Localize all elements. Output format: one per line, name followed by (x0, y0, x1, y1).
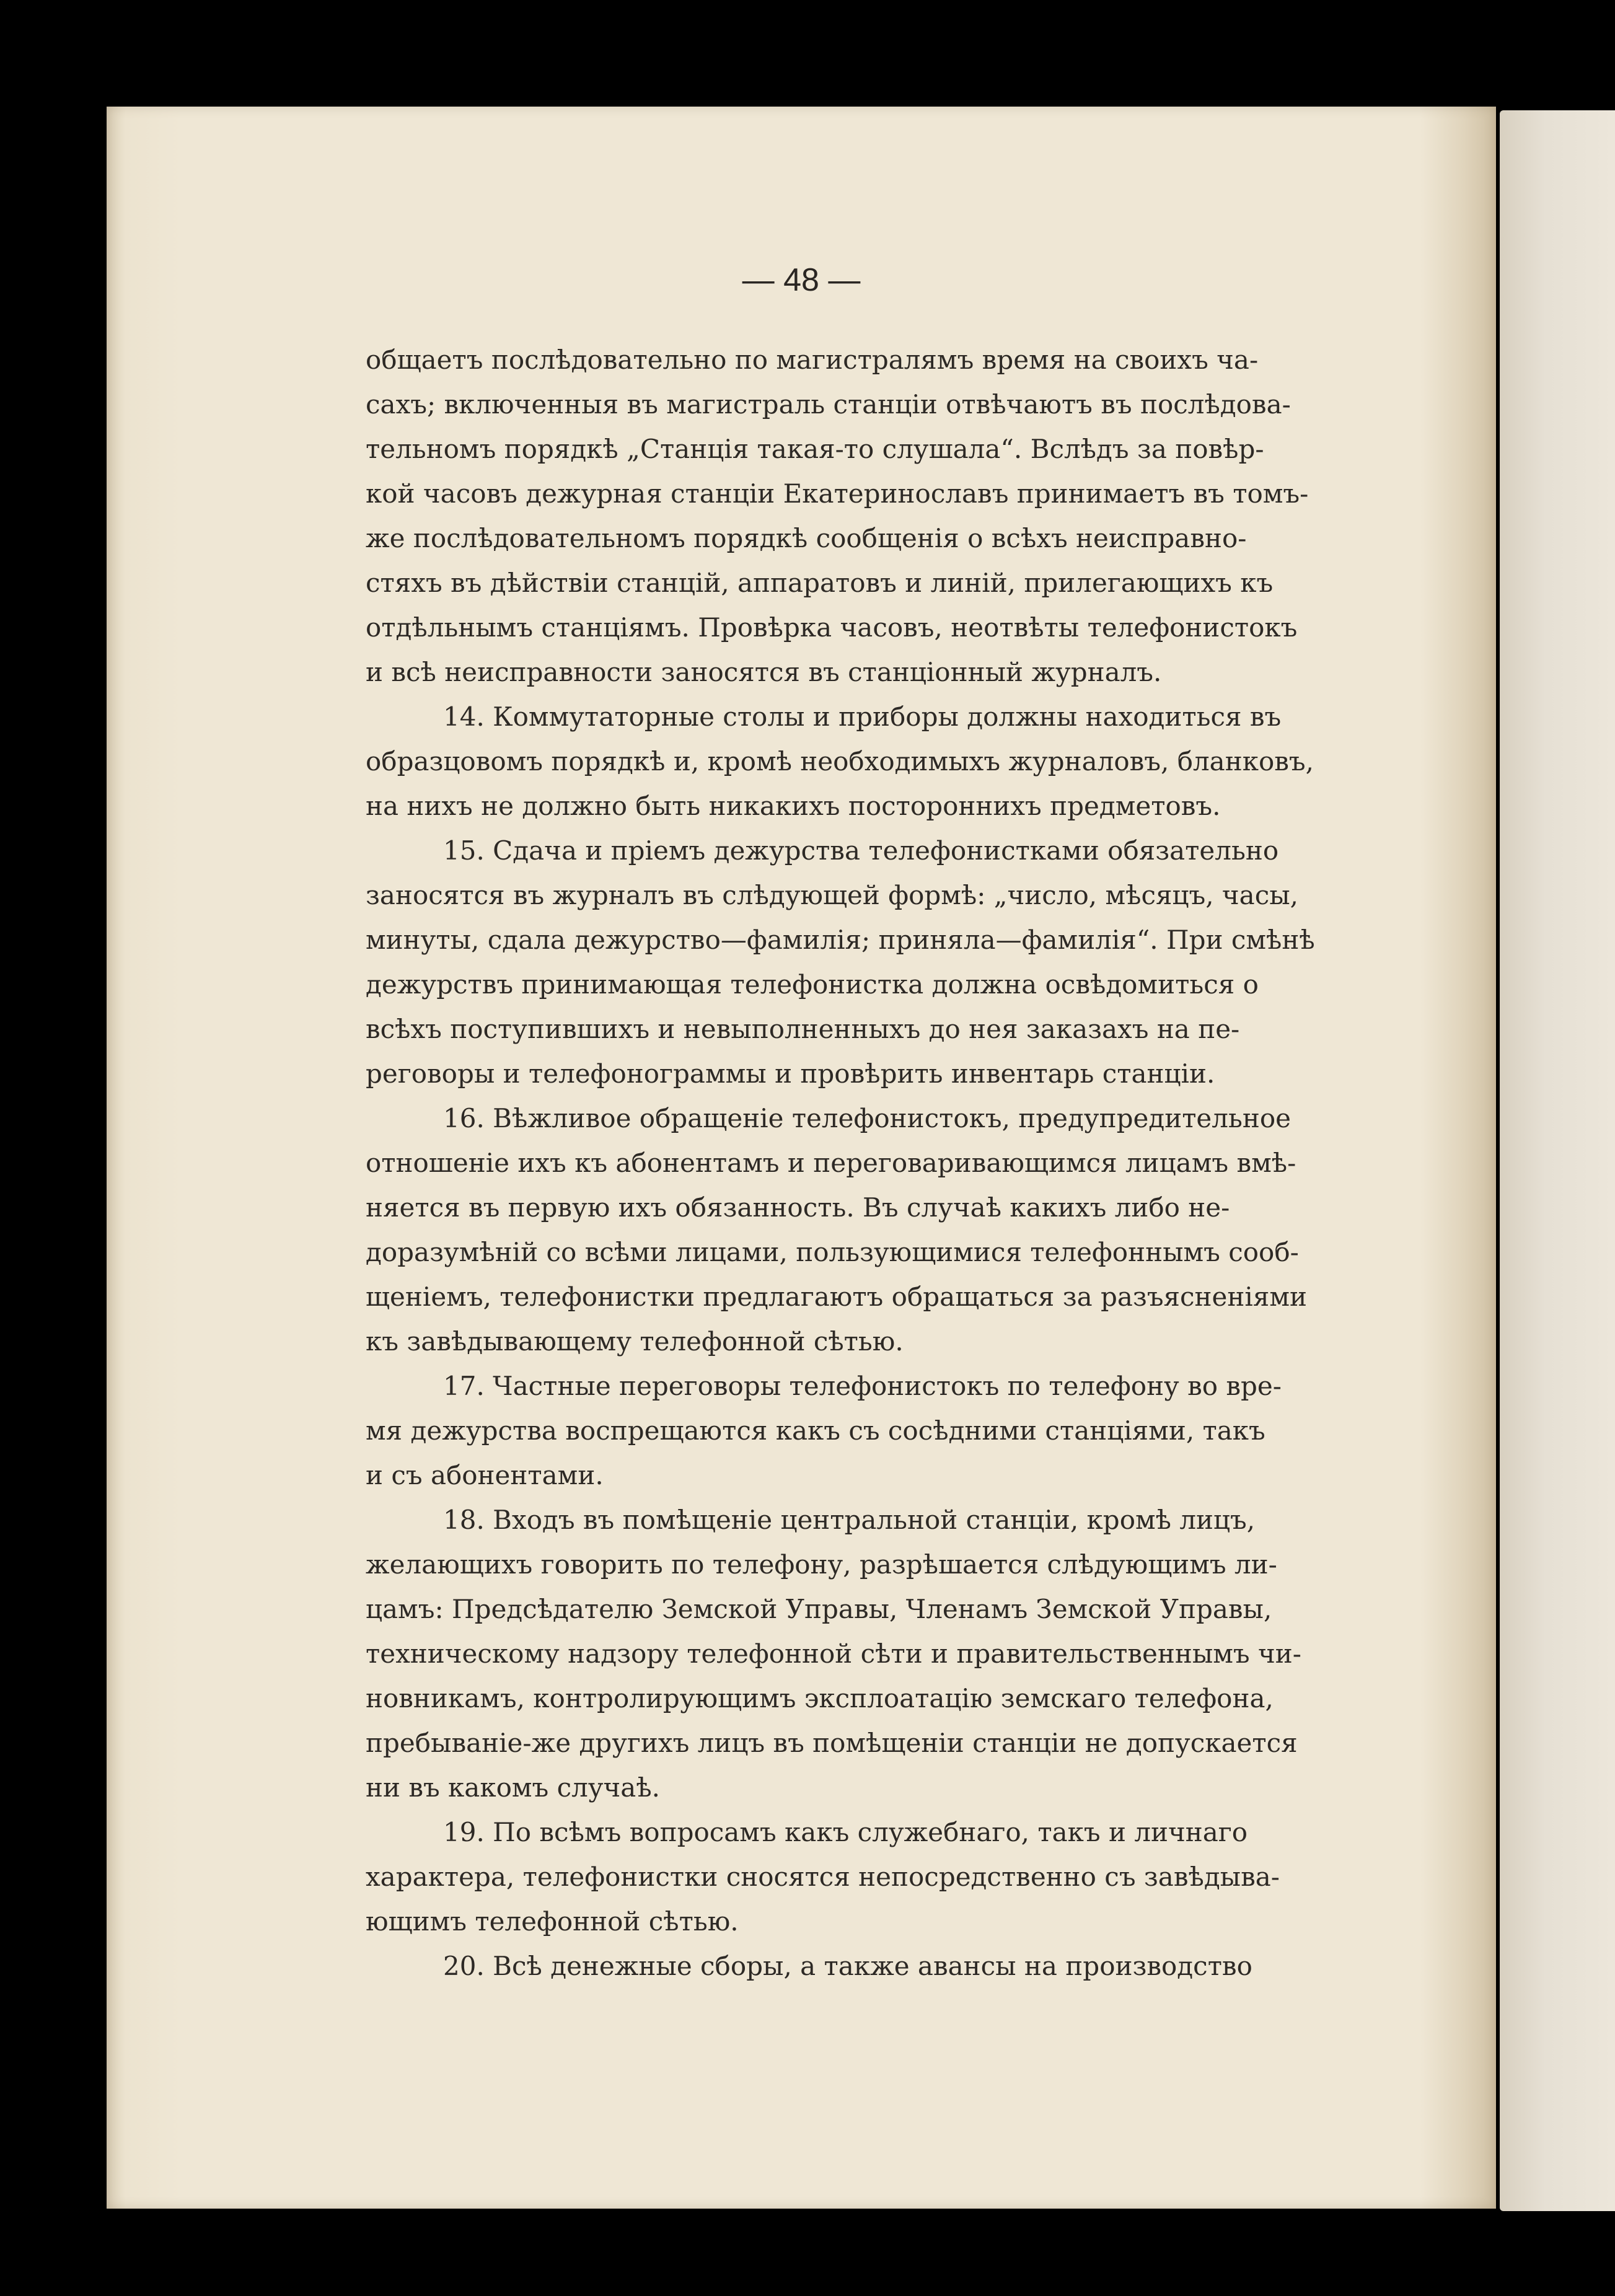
text-line: ющимъ телефонной сѣтью. (366, 1906, 739, 1937)
text-line: всѣхъ поступившихъ и невыполненныхъ до нея заказахъ на пе- (366, 1014, 1240, 1044)
paragraph (366, 1498, 1453, 1810)
text-line: мя дежурства воспрещаются какъ съ сосѣдними станціями, такъ (366, 1415, 1265, 1446)
text-line: характера, телефонистки сносятся непосредственно съ завѣдыва- (366, 1862, 1280, 1892)
text-line: пребываніе-же другихъ лицъ въ помѣщеніи станціи не допускается (366, 1728, 1298, 1758)
text-line: цамъ: Предсѣдателю Земской Управы, Членамъ Земской Управы, (366, 1594, 1272, 1624)
paragraph (366, 1944, 1453, 1989)
text-line: няется въ первую ихъ обязанность. Въ случаѣ какихъ либо не- (366, 1192, 1230, 1223)
text-line: и всѣ неисправности заносятся въ станціонный журналъ. (366, 657, 1162, 687)
text-line: къ завѣдывающему телефонной сѣтью. (366, 1326, 904, 1357)
text-line: 20. Всѣ денежные сборы, а также авансы на производство (443, 1951, 1252, 1981)
text-line: кой часовъ дежурная станціи Екатеринославъ принимаетъ въ томъ- (366, 478, 1309, 509)
page-text (366, 338, 1453, 1989)
text-line: желающихъ говорить по телефону, разрѣшается слѣдующимъ ли- (366, 1549, 1277, 1580)
text-line: заносятся въ журналъ въ слѣдующей формѣ: „число, мѣсяцъ, часы, (366, 880, 1299, 910)
text-line: на нихъ не должно быть никакихъ постороннихъ предметовъ. (366, 791, 1221, 821)
adjacent-page-edge (1500, 110, 1615, 2211)
text-line: минуты, сдала дежурство—фамилія; приняла—фамилія“. При смѣнѣ (366, 925, 1315, 955)
text-line: 18. Входъ въ помѣщеніе центральной станціи, кромѣ лицъ, (443, 1505, 1256, 1535)
text-line: 15. Сдача и пріемъ дежурства телефонистками обязательно (443, 835, 1279, 866)
paragraph (366, 1096, 1453, 1364)
text-line: 16. Вѣжливое обращеніе телефонистокъ, предупредительное (443, 1103, 1291, 1133)
text-line: стяхъ въ дѣйствіи станцій, аппаратовъ и линій, прилегающихъ къ (366, 568, 1274, 598)
text-line: техническому надзору телефонной сѣти и правительственнымъ чи- (366, 1638, 1301, 1669)
text-line: тельномъ порядкѣ „Станція такая-то слушала“. Вслѣдъ за повѣр- (366, 434, 1264, 464)
paragraph (366, 1364, 1453, 1498)
text-line: общаетъ послѣдовательно по магистралямъ время на своихъ ча- (366, 345, 1259, 375)
text-line: и съ абонентами. (366, 1460, 604, 1490)
text-line: щеніемъ, телефонистки предлагаютъ обращаться за разъясненіями (366, 1282, 1307, 1312)
text-line: новникамъ, контролирующимъ эксплоатацію земскаго телефона, (366, 1683, 1274, 1713)
paragraph (366, 695, 1453, 829)
text-line: ни въ какомъ случаѣ. (366, 1772, 661, 1803)
text-line: отношеніе ихъ къ абонентамъ и переговаривающимся лицамъ вмѣ- (366, 1148, 1296, 1178)
paragraph (366, 338, 1453, 695)
text-line: доразумѣній со всѣми лицами, пользующимися телефоннымъ сооб- (366, 1237, 1299, 1267)
text-line: 14. Коммутаторные столы и приборы должны находиться въ (443, 702, 1282, 732)
book-page (107, 107, 1496, 2209)
paragraph (366, 829, 1453, 1096)
page-number: — 48 — (742, 262, 861, 298)
text-line: 19. По всѣмъ вопросамъ какъ служебнаго, такъ и личнаго (443, 1817, 1248, 1847)
text-line: отдѣльнымъ станціямъ. Провѣрка часовъ, неотвѣты телефонистокъ (366, 612, 1298, 643)
text-line: же послѣдовательномъ порядкѣ сообщенія о всѣхъ неисправно- (366, 523, 1247, 553)
text-line: 17. Частные переговоры телефонистокъ по телефону во вре- (443, 1371, 1282, 1401)
paragraph (366, 1810, 1453, 1944)
text-line: реговоры и телефонограммы и провѣрить инвентарь станціи. (366, 1058, 1215, 1089)
text-line: дежурствъ принимающая телефонистка должна освѣдомиться о (366, 969, 1259, 1000)
text-line: образцовомъ порядкѣ и, кромѣ необходимыхъ журналовъ, бланковъ, (366, 746, 1314, 776)
text-line: сахъ; включенныя въ магистраль станціи отвѣчаютъ въ послѣдова- (366, 389, 1291, 420)
